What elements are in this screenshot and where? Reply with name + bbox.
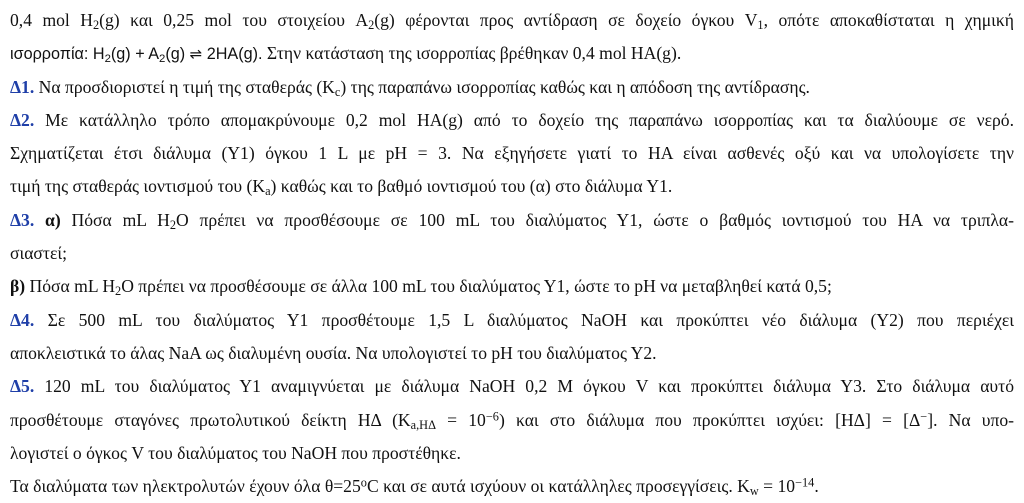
subscript: a	[265, 184, 271, 199]
question-text: λογιστεί ο όγκος V του διαλύματος του NaOH που προστέθηκε.	[10, 442, 461, 463]
footer-text: .	[814, 476, 819, 497]
question-d2-line-3	[10, 170, 1014, 203]
question-text: Πόσα mL H	[25, 276, 116, 297]
question-text: τιμή της σταθεράς ιοντισμού του (K	[10, 176, 266, 197]
intro-line-1	[10, 4, 1014, 37]
exercise-document	[10, 4, 1014, 503]
subscript: 2	[104, 53, 111, 66]
question-text: 120 mL του διαλύματος Υ1 αναμιγνύεται με διάλυμα NaOH 0,2 M όγκου V και προκύπτει διάλυμα Υ3. Στο διάλυμα αυτό	[34, 376, 1014, 397]
subscript: 1	[757, 18, 764, 33]
superscript: −6	[485, 409, 499, 424]
intro-line-2	[10, 37, 1014, 70]
equilibrium-arrow-icon: ⇌	[189, 45, 203, 64]
question-d2-line-1	[10, 104, 1014, 137]
question-text: Να προσδιοριστεί η τιμή της σταθεράς (K	[34, 76, 335, 97]
question-text: O πρέπει να προσθέσουμε σε άλλα 100 mL του διαλύματος Υ1, ώστε το pH να μεταβληθεί κατά 0,5;	[121, 276, 832, 297]
question-text: ) και στο διάλυμα που προκύπτει ισχύει: [HΔ] = [Δ	[498, 409, 921, 430]
equation-text: 2HA(g).	[202, 45, 263, 64]
question-text: O πρέπει να προσθέσουμε σε 100 mL του διαλύματος Υ1, ώστε ο βαθμός ιοντισμού του HA να τριπλα-	[176, 209, 1014, 230]
question-d2-line-2	[10, 137, 1014, 170]
superscript: −14	[795, 475, 815, 490]
question-label: Δ5.	[10, 376, 35, 397]
intro-text: , οπότε αποκαθίσταται η χημική	[763, 10, 1014, 30]
question-text: προσθέτουμε σταγόνες πρωτολυτικού δείκτη HΔ (K	[10, 409, 411, 430]
intro-text: (g) και 0,25 mol του στοιχείου A	[99, 10, 369, 30]
subscript: 2	[169, 217, 177, 232]
equation-text: (g) + A	[110, 45, 160, 64]
footer-note	[10, 470, 1014, 503]
superscript: o	[360, 475, 367, 490]
question-text: Με κατάλληλο τρόπο απομακρύνουμε 0,2 mol HA(g) από το δοχείο της παραπάνω ισορροπίας και τα διαλύουμε σε νερό.	[34, 109, 1014, 130]
subscript: 2	[115, 284, 122, 299]
question-label: Δ3.	[10, 209, 35, 230]
question-label: Δ1.	[10, 76, 35, 97]
part-label: β)	[10, 276, 26, 297]
question-d5-line-3	[10, 437, 1014, 470]
subscript: w	[749, 484, 759, 499]
question-d3-line-1	[10, 204, 1014, 237]
superscript: −	[920, 409, 928, 424]
footer-text: Τα διαλύματα των ηλεκτρολυτών έχουν όλα θ=25	[10, 476, 361, 497]
question-d4-line-2	[10, 337, 1014, 370]
question-d4-line-1	[10, 304, 1014, 337]
question-text: ) καθώς και το βαθμό ιοντισμού του (α) στο διάλυμα Υ1.	[270, 176, 673, 197]
subscript: 2	[93, 18, 100, 33]
question-d1	[10, 71, 1014, 104]
subscript: 2	[368, 18, 375, 33]
intro-text: Στην κατάσταση της ισορροπίας βρέθηκαν 0,4 mol HA(g).	[262, 43, 682, 64]
question-text: ) της παραπάνω ισορροπίας καθώς και η απόδοση της αντίδρασης.	[340, 76, 810, 97]
question-d3-line-2	[10, 237, 1014, 270]
question-text: = 10	[436, 409, 486, 430]
subscript: a,HΔ	[410, 417, 436, 432]
subscript: c	[334, 84, 341, 99]
question-label: Δ2.	[10, 109, 35, 130]
question-text: σιαστεί;	[10, 243, 67, 264]
equilibrium-equation	[10, 45, 263, 66]
question-text: ]. Να υπο-	[927, 409, 1014, 430]
question-text: Σε 500 mL του διαλύματος Υ1 προσθέτουμε 1,5 L διαλύματος NaOH και προκύπτει νέο διάλυμα (Υ2) που περιέχει	[34, 309, 1014, 330]
question-text: Σχηματίζεται έτσι διάλυμα (Υ1) όγκου 1 L με pH = 3. Να εξηγήσετε γιατί το HA είναι ασθενές οξύ και να υπολογίσετε την	[10, 143, 1014, 164]
equation-text: ισορροπία: H	[10, 45, 105, 64]
question-d3-line-3	[10, 270, 1014, 303]
intro-text: 0,4 mol H	[10, 10, 93, 30]
question-text: Πόσα mL H	[60, 209, 170, 230]
equation-text: (g)	[165, 45, 190, 64]
question-label: Δ4.	[10, 309, 35, 330]
part-label: α)	[34, 209, 61, 230]
question-text: αποκλειστικά το άλας NaA ως διαλυμένη ουσία. Να υπολογιστεί το pH του διαλύματος Υ2.	[10, 342, 657, 363]
subscript: 2	[159, 53, 166, 66]
footer-text: C και σε αυτά ισχύουν οι κατάλληλες προσεγγίσεις. K	[366, 476, 750, 497]
footer-text: = 10	[758, 476, 796, 497]
question-d5-line-2	[10, 404, 1014, 437]
intro-text: (g) φέρονται προς αντίδραση σε δοχείο όγκου V	[374, 10, 758, 30]
question-d5-line-1	[10, 370, 1014, 403]
